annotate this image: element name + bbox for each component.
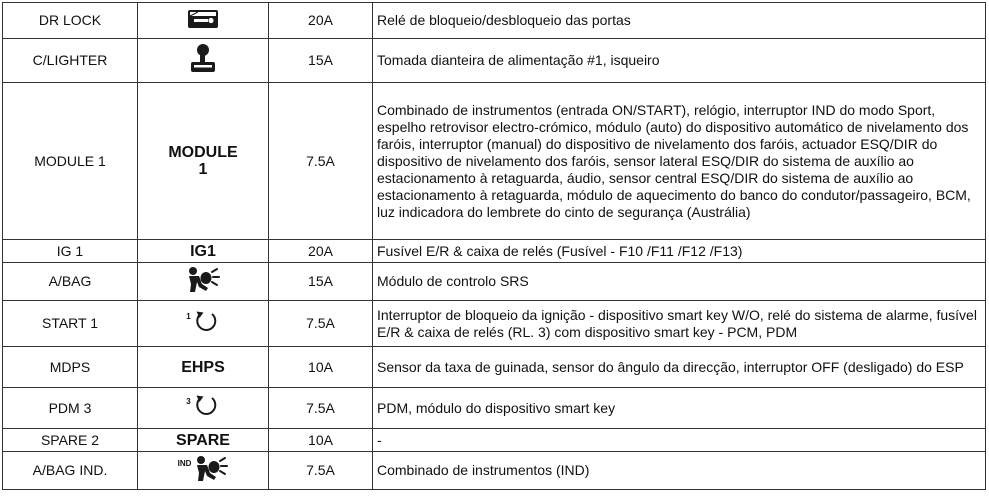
fuse-rating: 10A — [269, 347, 373, 388]
symbol-module-line1: MODULE — [168, 144, 238, 161]
fuse-rating: 7.5A — [269, 83, 373, 240]
fuse-symbol — [138, 388, 269, 429]
fuse-description: Fusível E/R & caixa de relés (Fusível - F10 /F11 /F12 /F13) — [373, 240, 986, 263]
airbag-icon — [186, 266, 220, 298]
fuse-symbol — [138, 240, 269, 263]
fuse-symbol — [138, 263, 269, 301]
fuse-description: Interruptor de bloqueio da ignição - dispositivo smart key W/O, relé do sistema de alarme, fusível E/R & caixa de relés (RL. 3) com dispositivo smart key - PCM, PDM — [373, 301, 986, 347]
table-row — [3, 301, 986, 347]
table-row — [3, 3, 986, 39]
fuse-name: START 1 — [3, 301, 138, 347]
airbag-icon — [194, 455, 228, 487]
fuse-symbol — [138, 452, 269, 490]
fuse-rating: 20A — [269, 240, 373, 263]
fuse-rating: 7.5A — [269, 452, 373, 490]
fuse-description: - — [373, 429, 986, 452]
table-row — [3, 240, 986, 263]
table-row — [3, 83, 986, 240]
fuse-symbol — [138, 429, 269, 452]
fuse-description: Módulo de controlo SRS — [373, 263, 986, 301]
fuse-description: Sensor da taxa de guinada, sensor do ângulo da direcção, interruptor OFF (desligado) do ESP — [373, 347, 986, 388]
fuse-table — [2, 2, 986, 490]
cigarette-lighter-icon — [188, 42, 218, 80]
fuse-symbol — [138, 347, 269, 388]
fuse-symbol — [138, 301, 269, 347]
fuse-name: IG 1 — [3, 240, 138, 263]
symbol-module-line2: 1 — [198, 161, 208, 178]
symbol-superscript: 3 — [186, 396, 191, 406]
fuse-name: MODULE 1 — [3, 83, 138, 240]
fuse-name: A/BAG IND. — [3, 452, 138, 490]
fuse-rating: 10A — [269, 429, 373, 452]
start-arrow-icon — [194, 393, 220, 423]
fuse-name: PDM 3 — [3, 388, 138, 429]
fuse-rating: 7.5A — [269, 388, 373, 429]
fuse-description: Tomada dianteira de alimentação #1, isqueiro — [373, 39, 986, 83]
fuse-description: Combinado de instrumentos (IND) — [373, 452, 986, 490]
fuse-description: Combinado de instrumentos (entrada ON/START), relógio, interruptor IND do modo Sport, espelho retrovisor electro-crómico, módulo (auto) do dispositivo automático de nivelamento dos faróis, interruptor (manual) do dispositivo de nivelamento dos faróis, actuador ESQ/DIR do dispositivo de nivelamento dos faróis, sensor lateral ESQ/DIR do sistema de auxílio ao estacionamento à retaguarda, áudio, sensor central ESQ/DIR do sistema de auxílio ao estacionamento à retaguarda, módulo de aquecimento do banco do condutor/passageiro, BCM, luz indicadora do lembrete do cinto de segurança (Austrália) — [373, 83, 986, 240]
table-row — [3, 388, 986, 429]
fuse-rating: 7.5A — [269, 301, 373, 347]
fuse-name: C/LIGHTER — [3, 39, 138, 83]
symbol-text: IG1 — [190, 242, 216, 260]
table-row — [3, 347, 986, 388]
door-lock-icon — [186, 8, 220, 34]
table-row — [3, 452, 986, 490]
fuse-symbol — [138, 3, 269, 39]
fuse-description: PDM, módulo do dispositivo smart key — [373, 388, 986, 429]
symbol-superscript: 1 — [186, 312, 191, 322]
fuse-symbol — [138, 39, 269, 83]
symbol-text: EHPS — [181, 358, 225, 376]
table-row — [3, 39, 986, 83]
table-row — [3, 263, 986, 301]
fuse-rating: 15A — [269, 39, 373, 83]
start-arrow-icon — [194, 309, 220, 339]
fuse-rating: 15A — [269, 263, 373, 301]
fuse-description: Relé de bloqueio/desbloqueio das portas — [373, 3, 986, 39]
fuse-name: DR LOCK — [3, 3, 138, 39]
fuse-rating: 20A — [269, 3, 373, 39]
fuse-name: A/BAG — [3, 263, 138, 301]
fuse-name: MDPS — [3, 347, 138, 388]
symbol-text: SPARE — [176, 431, 230, 449]
fuse-symbol — [138, 83, 269, 240]
fuse-name: SPARE 2 — [3, 429, 138, 452]
symbol-superscript: IND — [177, 459, 192, 469]
table-row — [3, 429, 986, 452]
